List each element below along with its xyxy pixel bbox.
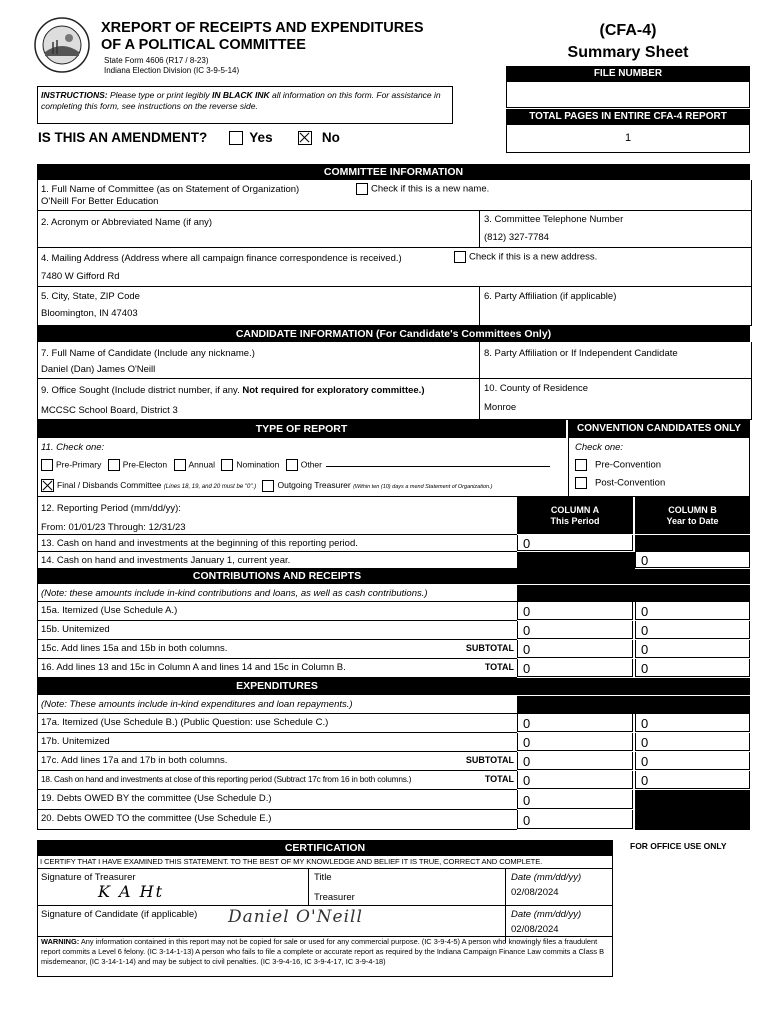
committee-name-value[interactable]: O'Neill For Better Education xyxy=(41,196,159,207)
l17c-tag: SUBTOTAL xyxy=(465,755,514,765)
warning-text xyxy=(41,937,609,967)
outgoing-note: (Within ten (10) days a mend Statement of Organization.) xyxy=(353,483,493,490)
outgoing-label: Outgoing Treasurer xyxy=(277,479,351,490)
row-divider xyxy=(37,829,517,830)
candidate-name-value[interactable]: Daniel (Dan) James O'Neill xyxy=(41,364,156,375)
date-label: Date (mm/dd/yy) xyxy=(511,872,582,883)
column-b-title: COLUMN B xyxy=(668,505,717,515)
l17b-label: 17b. Unitemized xyxy=(41,736,110,747)
preprimary-label: Pre-Primary xyxy=(56,459,102,470)
amendment-yes-label: Yes xyxy=(249,130,273,145)
instructions-text-1: Please type or print legibly xyxy=(107,90,213,100)
committee-name-label: 1. Full Name of Committee (as on Statement of Organization) xyxy=(41,184,300,195)
city-row xyxy=(37,287,752,326)
instructions-bold: IN BLACK INK xyxy=(212,90,270,100)
section-column-fill xyxy=(517,569,750,584)
postconvention-checkbox[interactable] xyxy=(575,477,587,489)
l19-column-b xyxy=(635,790,750,810)
phone-value[interactable]: (812) 327-7784 xyxy=(484,232,549,243)
file-number-field[interactable] xyxy=(506,82,750,108)
l14-column-a xyxy=(517,552,635,569)
report-type-options-1 xyxy=(41,459,550,471)
row-divider xyxy=(37,789,517,790)
sig-candidate-label: Signature of Candidate (if applicable) xyxy=(41,909,198,920)
title-line-2: OF A POLITICAL COMMITTEE xyxy=(101,37,306,53)
office-row xyxy=(37,379,752,420)
l20-label: 20. Debts OWED TO the committee (Use Schedule E.) xyxy=(41,813,272,824)
date2-value[interactable]: 02/08/2024 xyxy=(511,924,559,935)
amendment-question: IS THIS AN AMENDMENT? xyxy=(38,130,208,145)
l15c-label: 15c. Add lines 15a and 15b in both columns. xyxy=(41,643,228,654)
exp_note-column-b xyxy=(635,696,750,714)
final-checkbox[interactable] xyxy=(41,479,54,492)
report-type-options-2 xyxy=(41,479,492,492)
division: Indiana Election Division (IC 3-9-5-14) xyxy=(104,66,240,75)
other-field[interactable] xyxy=(326,466,550,467)
address-label: 4. Mailing Address (Address where all campaign finance correspondence is received.) xyxy=(41,253,402,264)
l18-column-a[interactable]: 0 xyxy=(517,771,633,789)
office-label-a: 9. Office Sought (Include district number, if any. xyxy=(41,385,243,396)
l15a-column-a[interactable]: 0 xyxy=(517,602,633,620)
amendment-yes-checkbox[interactable] xyxy=(229,131,243,145)
l14-label: 14. Cash on hand and investments January 1, current year. xyxy=(41,555,291,566)
l20-column-b xyxy=(635,810,750,830)
new-name-check xyxy=(356,183,489,195)
postconvention-label: Post-Convention xyxy=(595,477,666,489)
exp-note-label: (Note: These amounts include in-kind expenditures and loan repayments.) xyxy=(41,699,353,710)
certification-box xyxy=(37,856,613,977)
city-value[interactable]: Bloomington, IN 47403 xyxy=(41,308,138,319)
l17a-label: 17a. Itemized (Use Schedule B.) (Public Question: use Schedule C.) xyxy=(41,717,329,728)
summary-sheet-title: Summary Sheet xyxy=(567,44,689,61)
column-b-header xyxy=(635,497,750,534)
report-title xyxy=(101,20,424,54)
phone-label: 3. Committee Telephone Number xyxy=(484,214,624,225)
contrib_note-column-b xyxy=(635,585,750,602)
l19-label: 19. Debts OWED BY the committee (Use Schedule D.) xyxy=(41,793,272,804)
warning-label: WARNING: xyxy=(41,937,80,946)
city-label: 5. City, State, ZIP Code xyxy=(41,291,140,302)
l17a-column-b[interactable]: 0 xyxy=(635,714,750,732)
l15c-column-b[interactable]: 0 xyxy=(635,640,750,658)
l15b-column-a[interactable]: 0 xyxy=(517,621,633,639)
financial-table xyxy=(37,497,750,830)
file-number-header: FILE NUMBER xyxy=(506,66,750,82)
l18-column-b[interactable]: 0 xyxy=(635,771,750,789)
cfa-label: (CFA-4) xyxy=(599,22,657,39)
other-checkbox[interactable] xyxy=(286,459,298,471)
office-use-label: FOR OFFICE USE ONLY xyxy=(630,841,727,851)
address-row xyxy=(37,248,752,287)
l13-label: 13. Cash on hand and investments at the beginning of this reporting period. xyxy=(41,538,358,549)
row-divider xyxy=(37,620,517,621)
conv-pre-option xyxy=(575,459,661,471)
row-divider xyxy=(37,658,517,659)
annual-label: Annual xyxy=(188,459,215,470)
l15c-column-a[interactable]: 0 xyxy=(517,640,633,658)
annual-checkbox[interactable] xyxy=(174,459,186,471)
date-value[interactable]: 02/08/2024 xyxy=(511,887,559,898)
l20-column-a[interactable]: 0 xyxy=(517,810,633,829)
total-pages-header: TOTAL PAGES IN ENTIRE CFA-4 REPORT xyxy=(506,109,750,125)
state-seal xyxy=(33,16,91,74)
date2-label: Date (mm/dd/yy) xyxy=(511,909,582,920)
office-label-b: Not required for exploratory committee.) xyxy=(242,385,425,396)
address-value[interactable]: 7480 W Gifford Rd xyxy=(41,271,120,282)
sig-treasurer[interactable]: K A Ht xyxy=(98,882,165,901)
final-label: Final / Disbands Committee xyxy=(57,479,162,490)
candidate-info-header: CANDIDATE INFORMATION (For Candidate's Committees Only) xyxy=(37,326,750,342)
l17a-column-a[interactable]: 0 xyxy=(517,714,633,732)
other-label: Other xyxy=(300,459,322,470)
new-name-checkbox[interactable] xyxy=(356,183,368,195)
row-divider xyxy=(37,713,517,714)
column-a-sub: This Period xyxy=(550,516,600,526)
row-divider xyxy=(37,732,517,733)
preprimary-checkbox[interactable] xyxy=(41,459,53,471)
instructions-box xyxy=(37,86,453,124)
total-pages-field[interactable]: 1 xyxy=(506,125,750,153)
l14-column-b[interactable]: 0 xyxy=(635,552,750,568)
l16-label: 16. Add lines 13 and 15c in Column A and lines 14 and 15c in Column B. xyxy=(41,662,346,673)
check-one-label: 11. Check one: xyxy=(41,442,105,453)
l15a-label: 15a. Itemized (Use Schedule A.) xyxy=(41,605,178,616)
final-note: (Lines 18, 19, and 20 must be "0".) xyxy=(163,483,257,490)
section-column-fill xyxy=(517,678,750,695)
new-address-check xyxy=(454,251,597,263)
l19-column-a[interactable]: 0 xyxy=(517,790,633,809)
nomination-checkbox[interactable] xyxy=(221,459,233,471)
column-a-title: COLUMN A xyxy=(550,505,600,515)
committee-name-row xyxy=(37,180,752,211)
contrib-header: CONTRIBUTIONS AND RECEIPTS xyxy=(37,569,517,584)
certification-statement: I CERTIFY THAT I HAVE EXAMINED THIS STATEMENT. TO THE BEST OF MY KNOWLEDGE AND BELIEF IT IS TRUE, CORRECT AND COMPLETE. xyxy=(40,857,543,866)
period-value[interactable]: From: 01/01/23 Through: 12/31/23 xyxy=(41,522,186,533)
l18-tag: TOTAL xyxy=(484,774,514,784)
l15b-label: 15b. Unitemized xyxy=(41,624,110,635)
sig-treasurer-label: Signature of Treasurer xyxy=(41,872,136,883)
l15a-column-b[interactable]: 0 xyxy=(635,602,750,620)
title-line-1: XREPORT OF RECEIPTS AND EXPENDITURES xyxy=(101,20,424,36)
l16-column-a[interactable]: 0 xyxy=(517,659,633,677)
acronym-label: 2. Acronym or Abbreviated Name (if any) xyxy=(41,217,213,228)
l17b-column-b[interactable]: 0 xyxy=(635,733,750,751)
committee-info-header: COMMITTEE INFORMATION xyxy=(37,164,750,180)
preelection-checkbox[interactable] xyxy=(108,459,120,471)
warning-body: Any information contained in this report may not be copied for sale or used for any commercial purpose. (IC 3-9-4-5) A person who knowingly files a fraudulent report commits a Level 6 felony. (IC 3-14-1-13) A person who fails to file a complete or accurate report as required by the Indiana Campaign Finance Law commits a Class B misdemeanor, (IC 3-14-1-14) and may be subject to civil penalties. (IC 3-9-4-16, IC 3-9-4-17, IC 3-9-4-18) xyxy=(41,937,605,966)
office-label xyxy=(41,385,425,396)
row-divider xyxy=(37,551,517,552)
county-value[interactable]: Monroe xyxy=(484,402,517,413)
row-divider xyxy=(37,770,517,771)
report-type-box xyxy=(37,438,750,497)
convention-header: CONVENTION CANDIDATES ONLY xyxy=(568,420,750,438)
title-value[interactable]: Treasurer xyxy=(314,892,355,903)
new-address-checkbox[interactable] xyxy=(454,251,466,263)
l16-tag: TOTAL xyxy=(484,662,514,672)
exp_note-column-a xyxy=(517,696,635,714)
candidate-party-label: 8. Party Affiliation or If Independent Candidate xyxy=(484,348,678,359)
new-address-label: Check if this is a new address. xyxy=(469,251,598,263)
certification-header: CERTIFICATION xyxy=(37,840,613,856)
l13-column-a[interactable]: 0 xyxy=(517,535,633,551)
l17c-label: 17c. Add lines 17a and 17b in both columns. xyxy=(41,755,228,766)
l13-column-b xyxy=(635,535,750,552)
exp-header: EXPENDITURES xyxy=(37,678,517,695)
candidate-name-label: 7. Full Name of Candidate (Include any nickname.) xyxy=(41,348,255,359)
row-divider xyxy=(37,639,517,640)
conv-post-option xyxy=(575,477,665,489)
party-label: 6. Party Affiliation (if applicable) xyxy=(484,291,617,302)
column-b-sub: Year to Date xyxy=(666,516,719,526)
instructions-text-2: all information on this form. For assistance in completing this form, see instructions on the reverse side. xyxy=(41,90,441,111)
preelection-label: Pre-Electon xyxy=(122,459,168,470)
l17c-column-a[interactable]: 0 xyxy=(517,752,633,770)
amendment-no-checkbox[interactable] xyxy=(298,131,312,145)
sig-candidate[interactable]: Daniel O'Neill xyxy=(228,907,363,927)
acronym-row xyxy=(37,211,752,248)
preconvention-label: Pre-Convention xyxy=(595,459,662,471)
l17b-column-a[interactable]: 0 xyxy=(517,733,633,751)
candidate-name-row xyxy=(37,342,752,379)
conv-check-one: Check one: xyxy=(575,442,624,453)
column-a-header xyxy=(517,497,633,534)
l16-column-b[interactable]: 0 xyxy=(635,659,750,677)
new-name-label: Check if this is a new name. xyxy=(371,183,490,195)
report-type-header: TYPE OF REPORT xyxy=(37,420,566,438)
l15c-tag: SUBTOTAL xyxy=(465,643,514,653)
instructions-prefix: INSTRUCTIONS: xyxy=(41,90,108,100)
amendment-no-label: No xyxy=(321,130,340,145)
contrib_note-column-a xyxy=(517,585,635,602)
office-value[interactable]: MCCSC School Board, District 3 xyxy=(41,405,178,416)
contrib-note-label: (Note: these amounts include in-kind contributions and loans, as well as cash contributions.) xyxy=(41,588,428,599)
l17c-column-b[interactable]: 0 xyxy=(635,752,750,770)
period-label: 12. Reporting Period (mm/dd/yy): xyxy=(41,503,181,514)
county-label: 10. County of Residence xyxy=(484,383,589,394)
outgoing-checkbox[interactable] xyxy=(262,480,274,492)
preconvention-checkbox[interactable] xyxy=(575,459,587,471)
row-divider xyxy=(37,601,517,602)
row-divider xyxy=(37,809,517,810)
form-id: State Form 4606 (R17 / 8-23) xyxy=(104,56,209,65)
nomination-label: Nomination xyxy=(236,459,280,470)
title-label: Title xyxy=(314,872,332,883)
amendment-row xyxy=(38,130,340,145)
row-divider xyxy=(37,751,517,752)
l15b-column-b[interactable]: 0 xyxy=(635,621,750,639)
l18-label: 18. Cash on hand and investments at close of this reporting period (Subtract 17c from 16 in both columns.) xyxy=(41,774,412,784)
